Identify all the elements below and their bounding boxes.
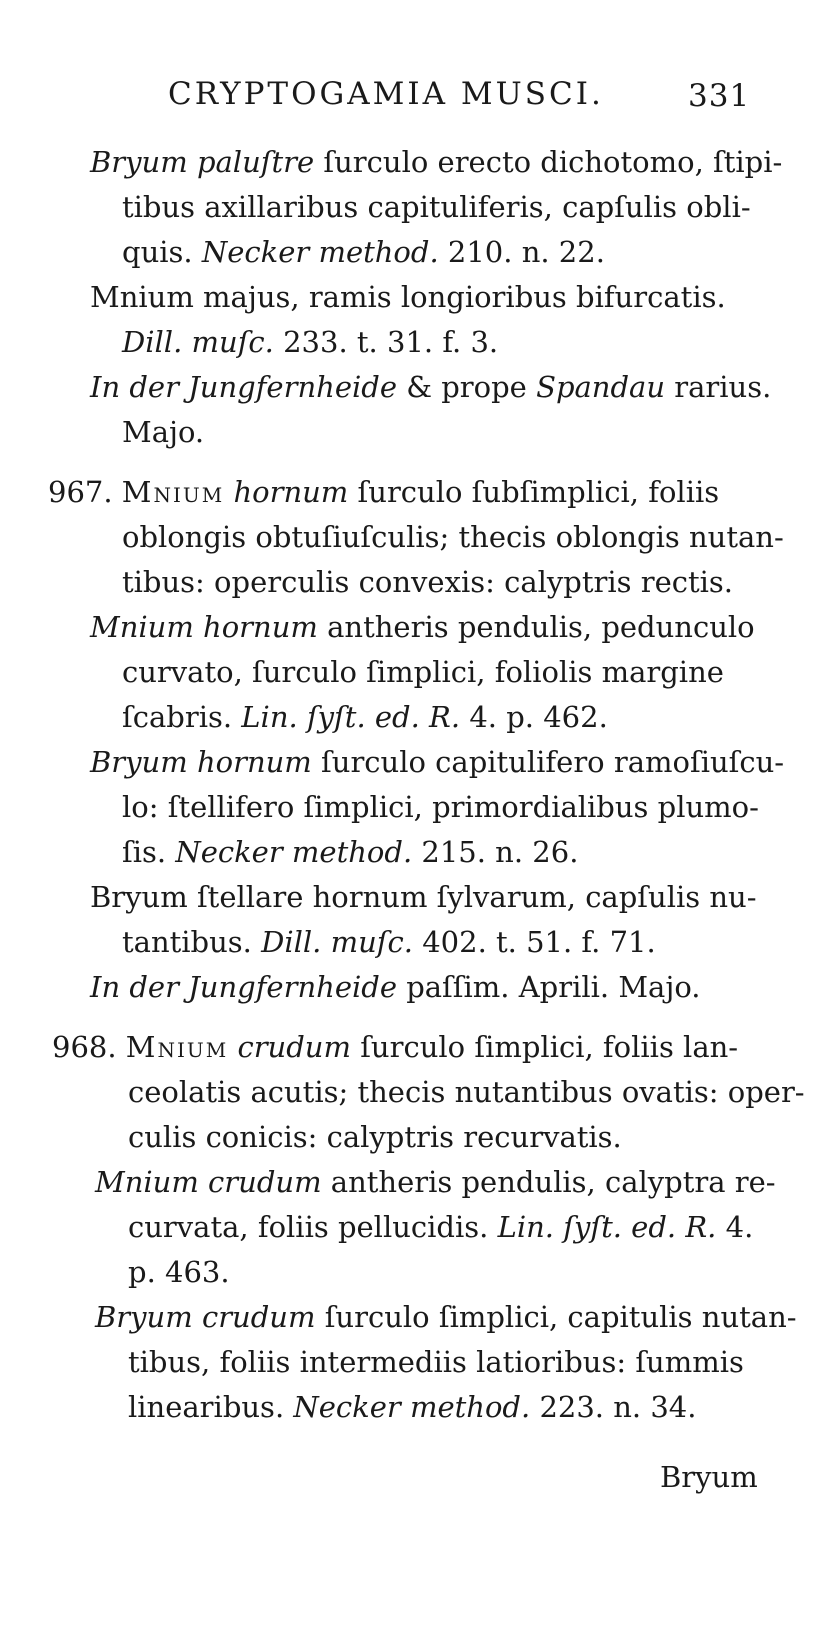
text-segment: antheris pendulis, pedunculo bbox=[317, 610, 755, 644]
text-line bbox=[122, 235, 605, 269]
text-line bbox=[90, 745, 785, 779]
text-segment: 402. t. 51. f. 71. bbox=[413, 925, 656, 959]
text-segment: Mnium bbox=[125, 1030, 229, 1064]
text-segment: Dill. muſc. bbox=[261, 925, 413, 959]
text-line bbox=[122, 700, 608, 734]
text-segment: Majo. bbox=[122, 415, 205, 449]
text-line bbox=[122, 790, 759, 824]
text-line bbox=[52, 1030, 739, 1064]
text-line bbox=[90, 970, 701, 1004]
text-segment: Dill. muſc. bbox=[122, 325, 274, 359]
text-line bbox=[122, 325, 499, 359]
text-line bbox=[95, 1165, 776, 1199]
text-line bbox=[48, 475, 720, 509]
text-line bbox=[128, 1255, 230, 1289]
text-segment: ſurculo capitulifero ramoſiuſcu- bbox=[311, 745, 785, 779]
text-segment: Bryum paluſtre bbox=[90, 145, 315, 179]
text-segment: Mnium majus, ramis longioribus bifurcatis. bbox=[90, 280, 726, 314]
text-segment: 968. bbox=[52, 1030, 126, 1064]
text-segment: 4. p. 462. bbox=[460, 700, 608, 734]
text-segment: tibus, foliis intermediis latioribus: ſummis bbox=[128, 1345, 744, 1379]
text-segment: ſis. bbox=[122, 835, 176, 869]
text-segment: & prope bbox=[396, 370, 537, 404]
text-line bbox=[90, 280, 726, 314]
text-segment: Lin. ſyſt. ed. R. bbox=[497, 1210, 717, 1244]
text-line bbox=[122, 655, 724, 689]
text-segment: curvato, ſurculo ſimplici, foliolis margine bbox=[122, 655, 724, 689]
text-line bbox=[128, 1345, 744, 1379]
text-segment: Spandau bbox=[536, 370, 666, 404]
text-segment: In der Jungfernheide bbox=[90, 370, 397, 404]
catchword: Bryum bbox=[660, 1460, 758, 1494]
text-line bbox=[128, 1120, 622, 1154]
text-segment: curvata, foliis pellucidis. bbox=[128, 1210, 498, 1244]
text-segment: 223. n. 34. bbox=[530, 1390, 697, 1424]
text-segment: ſcabris. bbox=[122, 700, 242, 734]
text-segment: ſurculo ſubſimplici, foliis bbox=[348, 475, 720, 509]
text-segment: Bryum hornum bbox=[90, 745, 312, 779]
text-segment: Necker method. bbox=[201, 235, 439, 269]
text-line bbox=[122, 520, 784, 554]
text-line bbox=[90, 145, 783, 179]
text-segment: lo: ſtellifero ſimplici, primordialibus plumo- bbox=[122, 790, 759, 824]
text-line bbox=[90, 880, 757, 914]
text-segment: tantibus. bbox=[122, 925, 262, 959]
text-segment: quis. bbox=[122, 235, 202, 269]
text-segment: Mnium bbox=[121, 475, 225, 509]
text-line bbox=[90, 370, 772, 404]
text-segment: antheris pendulis, calyptra re- bbox=[321, 1165, 776, 1199]
text-segment: p. 463. bbox=[128, 1255, 230, 1289]
text-segment: 210. n. 22. bbox=[438, 235, 605, 269]
running-head: CRYPTOGAMIA MUSCI. bbox=[168, 76, 604, 112]
text-segment: Mnium crudum bbox=[95, 1165, 322, 1199]
text-segment: ſurculo erecto dichotomo, ſtipi- bbox=[314, 145, 783, 179]
text-segment: 233. t. 31. f. 3. bbox=[273, 325, 499, 359]
text-segment: ſurculo ſimplici, capitulis nutan- bbox=[315, 1300, 797, 1334]
text-segment: oblongis obtuſiuſculis; thecis oblongis nutan- bbox=[122, 520, 784, 554]
page-number: 331 bbox=[688, 78, 751, 114]
text-segment: Bryum ſtellare hornum ſylvarum, capſulis nu- bbox=[90, 880, 757, 914]
text-segment: paſſim. Aprili. Majo. bbox=[396, 970, 701, 1004]
text-segment: Necker method. bbox=[175, 835, 413, 869]
text-segment: Necker method. bbox=[293, 1390, 531, 1424]
text-segment: 4. bbox=[716, 1210, 754, 1244]
text-segment: hornum bbox=[233, 475, 349, 509]
text-segment: In der Jungfernheide bbox=[90, 970, 397, 1004]
text-segment: culis conicis: calyptris recurvatis. bbox=[128, 1120, 622, 1154]
text-segment: rarius. bbox=[665, 370, 772, 404]
text-line bbox=[90, 610, 755, 644]
text-line bbox=[128, 1210, 754, 1244]
text-line bbox=[122, 565, 734, 599]
text-line bbox=[122, 835, 579, 869]
text-segment: 215. n. 26. bbox=[412, 835, 579, 869]
text-segment: ceolatis acutis; thecis nutantibus ovatis: oper- bbox=[128, 1075, 805, 1109]
text-segment: 967. bbox=[48, 475, 122, 509]
text-line bbox=[128, 1075, 805, 1109]
text-segment: Bryum crudum bbox=[95, 1300, 316, 1334]
text-segment: crudum bbox=[237, 1030, 351, 1064]
text-segment: tibus axillaribus capituliferis, capſulis obli- bbox=[122, 190, 751, 224]
text-line bbox=[95, 1300, 797, 1334]
text-line bbox=[122, 925, 656, 959]
text-segment: linearibus. bbox=[128, 1390, 294, 1424]
text-line bbox=[122, 415, 205, 449]
text-segment: Mnium hornum bbox=[90, 610, 318, 644]
text-segment: Lin. ſyſt. ed. R. bbox=[241, 700, 461, 734]
text-line bbox=[122, 190, 751, 224]
text-segment: ſurculo ſimplici, foliis lan- bbox=[350, 1030, 739, 1064]
text-line bbox=[128, 1390, 697, 1424]
text-segment: tibus: operculis convexis: calyptris rectis. bbox=[122, 565, 734, 599]
